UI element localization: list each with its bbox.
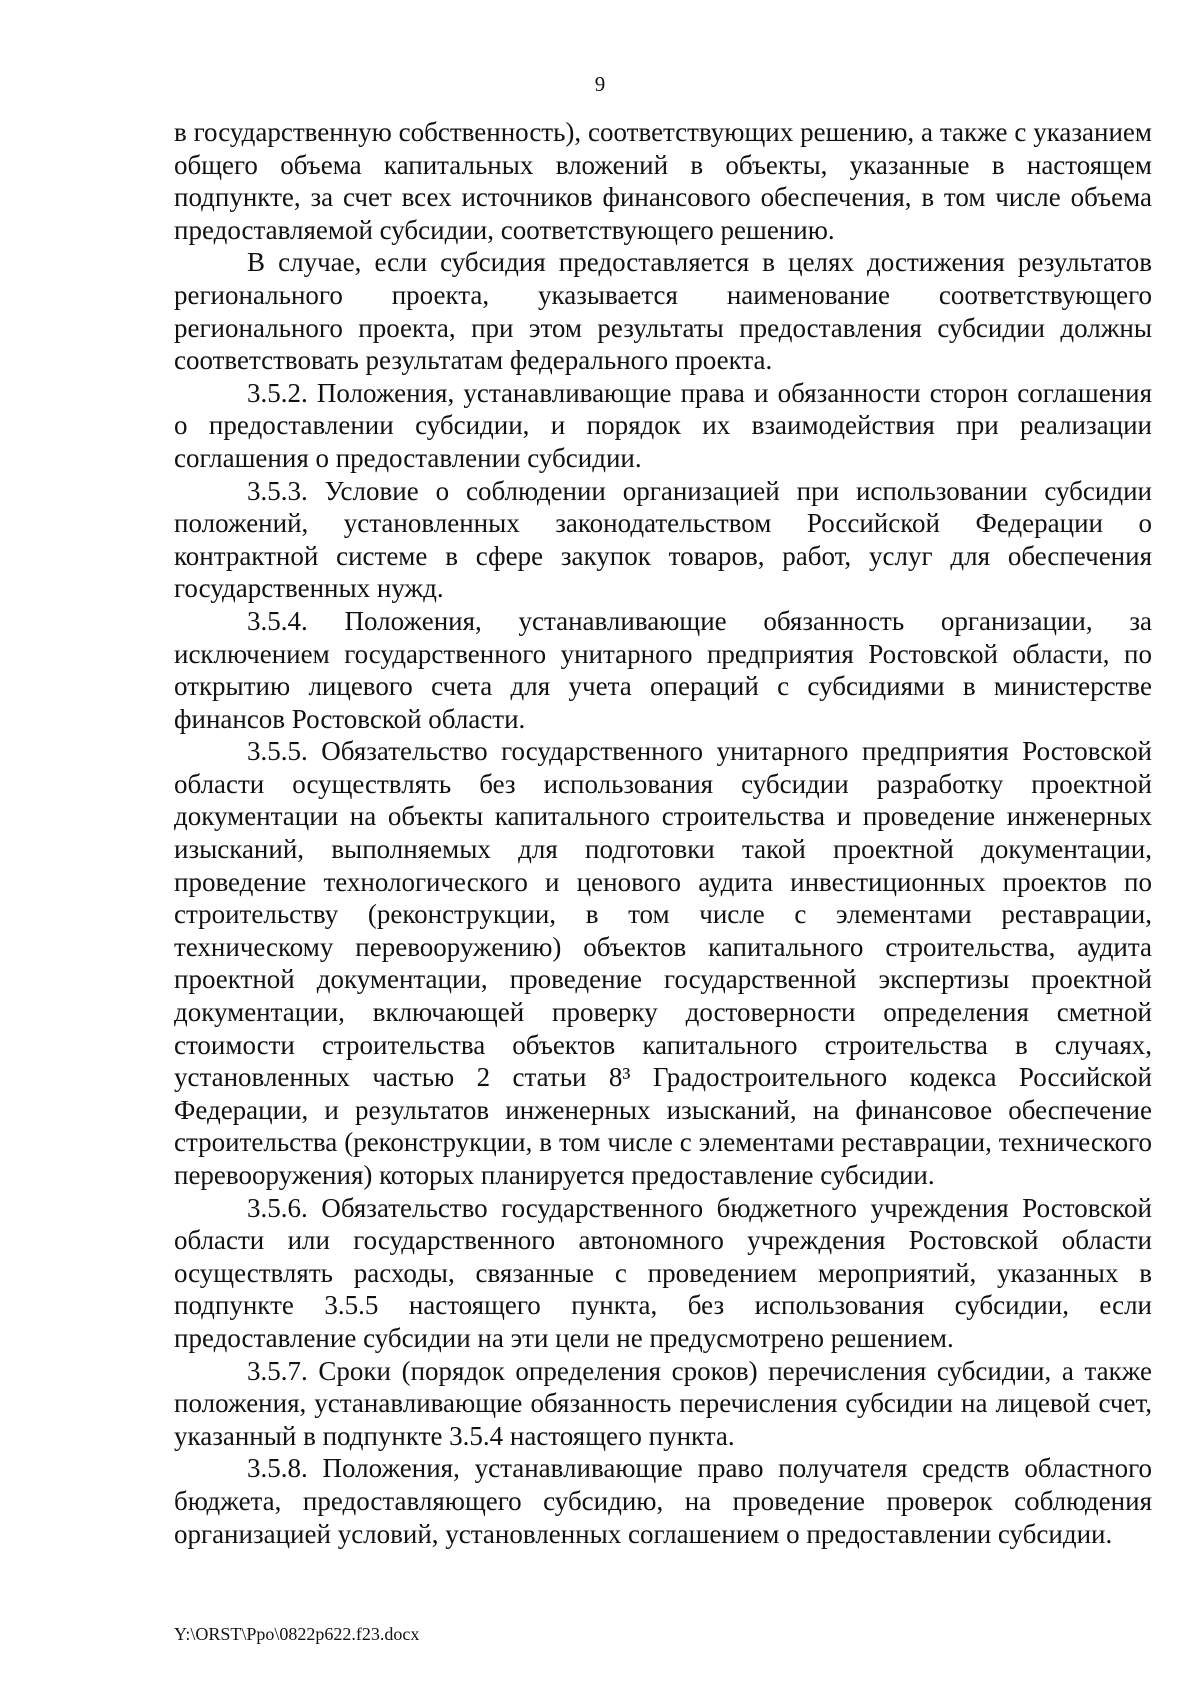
file-path-footer: Y:\ORST\Ppo\0822p622.f23.docx (174, 1624, 420, 1644)
paragraph: в государственную собственность), соответствующих решению, а также с указанием общего объема капитальных вложений в объекты, указанные в настоящем подпункте, за счет всех источников финансового обеспечения, в том числе объема предоставляемой субсидии, соответствующего решению. (174, 117, 1152, 245)
paragraph: 3.5.5. Обязательство государственного унитарного предприятия Ростовской области осуществлять без использования субсидии разработку проектной документации на объекты капитального строительства и проведение инженерных изысканий, выполняемых для подготовки такой проектной документации, проведение технологического и ценового аудита инвестиционных проектов по строительству (реконструкции, в том числе с элементами реставрации, техническому перевооружению) объектов капитального строительства, аудита проектной документации, проведение государственной экспертизы проектной документации, включающей проверку достоверности определения сметной стоимости строительства объектов капитального строительства в случаях, установленных частью 2 статьи 8³ Градостроительного кодекса Российской Федерации, и результатов инженерных изысканий, на финансовое обеспечение строительства (реконструкции, в том числе с элементами реставрации, технического перевооружения) которых планируется предоставление субсидии. (174, 736, 1152, 1190)
paragraph: 3.5.2. Положения, устанавливающие права и обязанности сторон соглашения о предоставлении субсидии, и порядок их взаимодействия при реализации соглашения о предоставлении субсидии. (174, 377, 1152, 473)
paragraph: 3.5.4. Положения, устанавливающие обязанность организации, за исключением государственного унитарного предприятия Ростовской области, по открытию лицевого счета для учета операций с субсидиями в министерстве финансов Ростовской области. (174, 605, 1152, 734)
paragraph: В случае, если субсидия предоставляется в целях достижения результатов регионального проекта, указывается наименование соответствующего регионального проекта, при этом результаты предоставления субсидии должны соответствовать результатам федерального проекта. (174, 247, 1152, 376)
paragraph: 3.5.7. Сроки (порядок определения сроков) перечисления субсидии, а также положения, устанавливающие обязанность перечисления субсидии на лицевой счет, указанный в подпункте 3.5.4 настоящего пункта. (174, 1355, 1152, 1451)
paragraph: 3.5.8. Положения, устанавливающие право получателя средств областного бюджета, предоставляющего субсидию, на проведение проверок соблюдения организацией условий, установленных соглашением о предоставлении субсидии. (174, 1453, 1152, 1549)
page-number: 9 (594, 72, 606, 96)
paragraph: 3.5.6. Обязательство государственного бюджетного учреждения Ростовской области или государственного автономного учреждения Ростовской области осуществлять расходы, связанные с проведением мероприятий, указанных в подпункте 3.5.5 настоящего пункта, без использования субсидии, если предоставление субсидии на эти цели не предусмотрено решением. (174, 1192, 1152, 1353)
paragraph: 3.5.3. Условие о соблюдении организацией при использовании субсидии положений, установленных законодательством Российской Федерации о контрактной системе в сфере закупок товаров, работ, услуг для обеспечения государственных нужд. (174, 475, 1152, 604)
document-body (174, 116, 1152, 1550)
